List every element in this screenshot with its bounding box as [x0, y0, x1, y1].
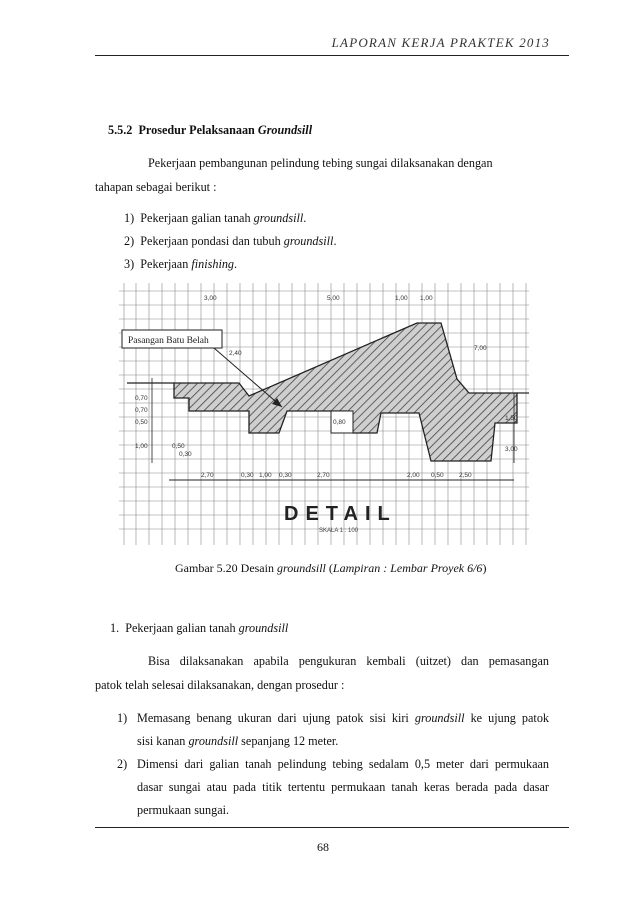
- subsection-heading: [110, 620, 288, 636]
- procedure-italic: groundsill: [188, 734, 239, 748]
- step-end: .: [333, 234, 337, 248]
- dim-label: 2,50: [459, 472, 472, 479]
- dim-label: 2,00: [407, 472, 420, 479]
- procedure-item-2-line-3: permukaan sungai.: [137, 803, 230, 817]
- step-italic: groundsill: [253, 211, 304, 225]
- dim-label: 0,30: [179, 451, 192, 458]
- dim-label: 3,00: [505, 446, 518, 453]
- step-text: Pekerjaan: [140, 257, 189, 271]
- dim-label: 1,00: [420, 295, 433, 302]
- step-item: [124, 233, 336, 249]
- step-number: 1): [124, 211, 135, 225]
- figure-caption: [175, 560, 486, 576]
- caption-italic-ref: Lampiran : Lembar Proyek 6/6: [332, 561, 483, 575]
- procedure-text: ke ujung patok: [470, 711, 550, 725]
- footer-rule: [95, 827, 569, 828]
- step-italic: groundsill: [283, 234, 334, 248]
- subsection-number: 1.: [110, 621, 120, 635]
- step-item: [124, 256, 237, 272]
- procedure-item-1-line-2: [137, 733, 338, 749]
- dim-label: 1,00: [395, 295, 408, 302]
- dim-label: 0,30: [241, 472, 254, 479]
- para-line-2: patok telah selesai dilaksanakan, dengan prosedur :: [95, 678, 345, 692]
- caption-paren-open: (: [328, 561, 333, 575]
- procedure-number: 1): [117, 711, 128, 725]
- procedure-text: Memasang benang ukuran dari ujung patok sisi kiri: [137, 711, 409, 725]
- page-number: 68: [317, 840, 329, 854]
- caption-prefix: Gambar 5.20 Desain: [175, 561, 274, 575]
- procedure-text: sisi kanan: [137, 734, 186, 748]
- groundsill-detail-drawing: [119, 283, 529, 545]
- subsection-text: Pekerjaan galian tanah: [125, 621, 236, 635]
- procedure-text: sepanjang 12 meter.: [241, 734, 339, 748]
- dim-label: 2,70: [201, 472, 214, 479]
- step-text: Pekerjaan galian tanah: [140, 211, 251, 225]
- dim-label: 2,70: [317, 472, 330, 479]
- step-number: 2): [124, 234, 135, 248]
- step-number: 3): [124, 257, 135, 271]
- section-title: Prosedur Pelaksanaan: [138, 123, 255, 137]
- dim-label: 5,00: [327, 295, 340, 302]
- dim-label: 1,00: [259, 472, 272, 479]
- procedure-item-2-line-2: dasar sungai atau pada titik tertentu permukaan tanah keras berada pada dasar: [137, 780, 549, 794]
- caption-paren-close: ): [482, 561, 487, 575]
- dim-label: 1,00: [135, 443, 148, 450]
- dim-label: 7,00: [474, 345, 487, 352]
- dim-label: 2,40: [229, 350, 242, 357]
- page-header-title: LAPORAN KERJA PRAKTEK 2013: [331, 35, 550, 50]
- dim-label: 1,50: [505, 415, 518, 422]
- procedure-italic: groundsill: [414, 711, 465, 725]
- dim-label: 0,80: [333, 419, 346, 426]
- section-heading: [108, 122, 312, 138]
- step-item: [124, 210, 306, 226]
- dim-label: 0,50: [431, 472, 444, 479]
- dim-label: 0,30: [279, 472, 292, 479]
- procedure-item-1-line-1: [137, 710, 549, 726]
- dim-label: 0,70: [135, 407, 148, 414]
- dim-label: 3,00: [204, 295, 217, 302]
- para-line-1: Bisa dilaksanakan apabila pengukuran kembali (uitzet) dan pemasangan: [148, 654, 549, 668]
- step-end: .: [303, 211, 307, 225]
- step-italic: finishing: [191, 257, 235, 271]
- caption-italic: groundsill: [276, 561, 326, 575]
- step-text: Pekerjaan pondasi dan tubuh: [140, 234, 281, 248]
- header-rule: [95, 55, 569, 56]
- intro-line-2: tahapan sebagai berikut :: [95, 180, 217, 194]
- callout-label: Pasangan Batu Belah: [128, 336, 209, 346]
- dim-label: 0,70: [135, 395, 148, 402]
- detail-scale: SKALA 1 : 100: [319, 528, 359, 534]
- dim-label: 0,50: [135, 419, 148, 426]
- procedure-item-2-line-1: Dimensi dari galian tanah pelindung tebing sedalam 0,5 meter dari permukaan: [137, 757, 549, 771]
- dim-label: 0,50: [172, 443, 185, 450]
- procedure-number: 2): [117, 757, 128, 771]
- subsection-italic: groundsill: [238, 621, 289, 635]
- detail-title: DETAIL: [284, 503, 397, 525]
- section-title-italic: Groundsill: [257, 123, 313, 137]
- section-number: 5.5.2: [108, 123, 133, 137]
- intro-line-1: Pekerjaan pembangunan pelindung tebing sungai dilaksanakan dengan: [148, 156, 493, 170]
- step-end: .: [234, 257, 238, 271]
